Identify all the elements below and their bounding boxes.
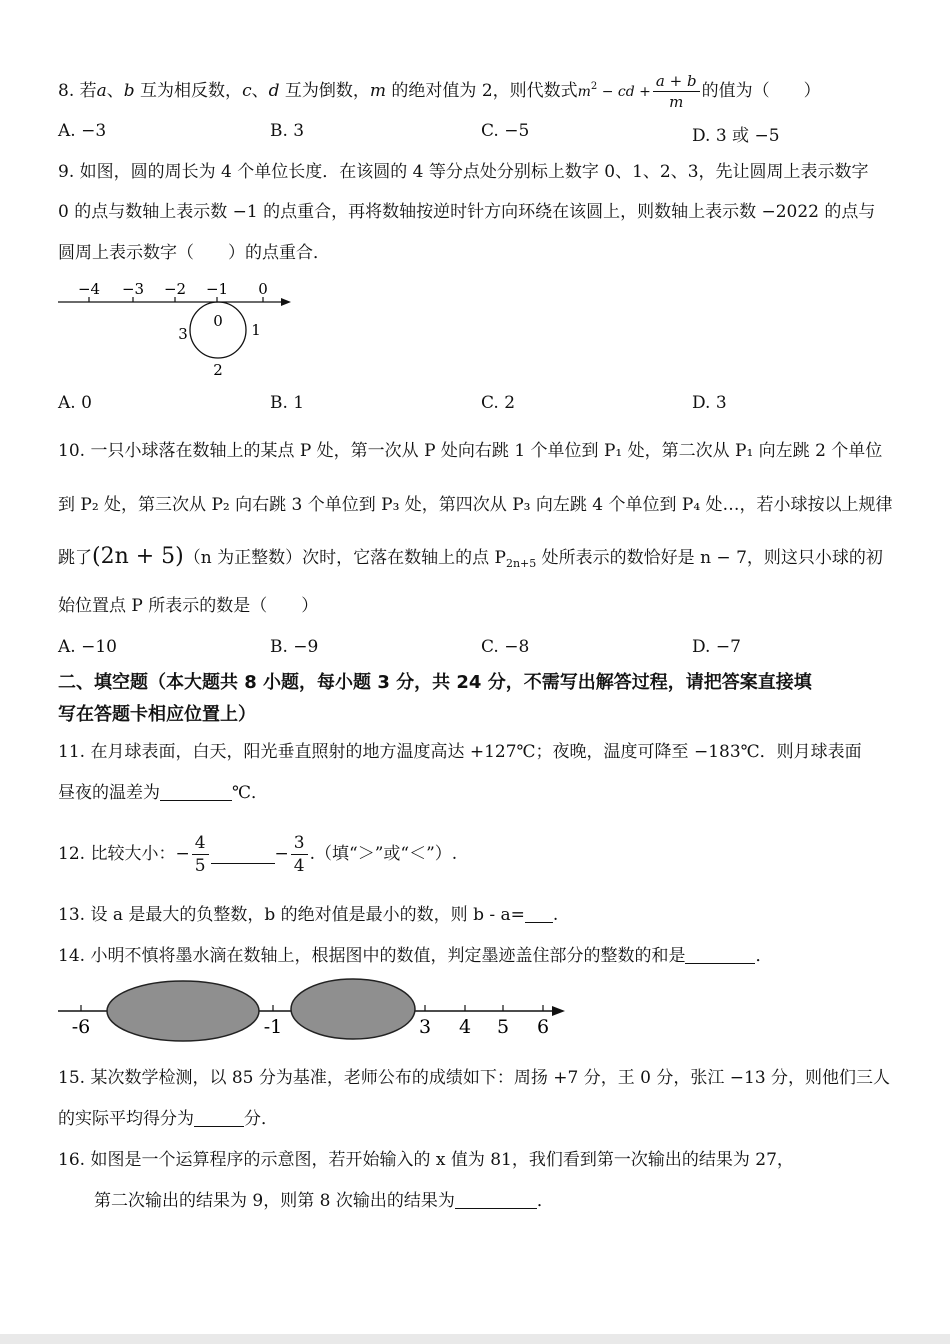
q12-frac2-den: 4 — [293, 856, 305, 876]
q15-line-1: 15. 某次数学检测，以 85 分为基准，老师公布的成绩如下：周扬 +7 分，王 0 分，张江 −13 分，则他们三人 — [58, 1068, 891, 1088]
q10-option-d: D. −7 — [692, 637, 741, 657]
q10-line-2: 到 P₂ 处，第三次从 P₂ 向右跳 3 个单位到 P₃ 处，第四次从 P₃ 向左跳 4 个单位到 P₄ 处…，若小球按以上规律 — [58, 495, 893, 515]
q10-line-4: 始位置点 P 所表示的数是（ ） — [58, 596, 319, 616]
q8-fraction — [653, 71, 700, 112]
q15-line-2-b: 分． — [244, 1109, 278, 1129]
q9-circle-label: 1 — [251, 321, 261, 339]
q11-line-1: 11. 在月球表面，白天，阳光垂直照射的地方温度高达 +127℃；夜晚，温度可降至 −183℃．则月球表面 — [58, 742, 862, 762]
q11-line-2 — [58, 781, 268, 805]
q12-answer-blank — [211, 845, 275, 864]
q14-ink-number-line-figure — [55, 978, 575, 1048]
q8-stem — [58, 71, 821, 112]
q9-option-a: A. 0 — [58, 393, 92, 413]
q12-fraction-2 — [291, 832, 308, 877]
q13-end: . — [552, 905, 559, 925]
q10-option-c: C. −8 — [481, 637, 530, 657]
q10-line-3 — [58, 545, 883, 576]
q16-line-2 — [94, 1189, 554, 1213]
q8-option-a: A. −3 — [58, 121, 107, 141]
q9-option-b: B. 1 — [270, 393, 305, 413]
q14-tick-label: 4 — [458, 1016, 472, 1038]
q14-tick-label: -6 — [71, 1016, 91, 1038]
q8-var-a: a — [96, 81, 107, 101]
q15-line-2-a: 的实际平均得分为 — [58, 1109, 194, 1129]
q14-text: 14. 小明不慎将墨水滴在数轴上，根据图中的数值，判定墨迹盖住部分的整数的和是 — [58, 946, 686, 966]
q8-text-2: 、 — [106, 81, 124, 101]
q13-text: 13. 设 a 是最大的负整数，b 的绝对值是最小的数，则 b - a= — [58, 905, 525, 925]
q11-line-2-a: 昼夜的温差为 — [58, 783, 160, 803]
q10-line-3-d: 处所表示的数恰好是 n − 7，则这只小球的初 — [536, 548, 883, 568]
q8-frac-num: a + b — [653, 71, 700, 92]
q12-frac2-num: 3 — [291, 832, 308, 855]
q14-answer-blank — [685, 945, 755, 964]
q8-text-4: 、 — [251, 81, 269, 101]
q15-answer-blank — [194, 1108, 244, 1127]
section-2-heading-line-2: 写在答题卡相应位置上） — [58, 704, 256, 725]
q9-circle-label: 2 — [213, 361, 223, 379]
q11-answer-blank — [160, 782, 232, 801]
q10-line-3-c: （n 为正整数）次时，它落在数轴上的点 P — [183, 548, 506, 568]
q14-tick-label: 3 — [418, 1016, 432, 1038]
q14-tick-label: -1 — [263, 1016, 283, 1038]
q8-option-b: B. 3 — [270, 121, 305, 141]
q8-option-c: C. −5 — [481, 121, 530, 141]
q8-text-5: 互为倒数， — [279, 81, 370, 101]
q9-number-line-figure — [55, 278, 300, 383]
q9-line-2: 0 的点与数轴上表示数 −1 的点重合，再将数轴按逆时针方向环绕在该圆上，则数轴上表示数 −2022 的点与 — [58, 202, 876, 222]
q10-option-b: B. −9 — [270, 637, 319, 657]
q10-option-a: A. −10 — [58, 637, 117, 657]
page-bottom-edge — [0, 1334, 950, 1344]
q14-end: ． — [755, 946, 773, 966]
q9-circle-label: 0 — [213, 312, 223, 330]
q9-tick-label: −3 — [121, 280, 145, 298]
q9-tick-label: −1 — [205, 280, 229, 298]
q11-line-2-b: ℃． — [232, 783, 269, 803]
q10-subscript: 2n+5 — [505, 557, 537, 570]
q10-line-1: 10. 一只小球落在数轴上的某点 P 处，第一次从 P 处向右跳 1 个单位到 P₁ 处，第二次从 P₁ 向左跳 2 个单位 — [58, 441, 883, 461]
q8-option-d: D. 3 或 −5 — [692, 126, 780, 146]
q12-frac1-num: 4 — [192, 832, 209, 855]
q12-text-3: .（填“＞”或“＜”）. — [309, 844, 458, 864]
q8-var-c: c — [242, 81, 252, 101]
q16-line-2-a: 第二次输出的结果为 9，则第 8 次输出的结果为 — [94, 1191, 455, 1211]
q16-line-2-b: ． — [536, 1191, 554, 1211]
q8-text-3: 互为相反数， — [134, 81, 243, 101]
q13-answer-blank — [525, 904, 553, 923]
q9-tick-label: 0 — [258, 280, 268, 298]
ink-blot-left — [107, 981, 259, 1041]
q12-text-1: 12. 比较大小：− — [58, 844, 190, 864]
q9-circle-label: 3 — [178, 325, 188, 343]
q12-line — [58, 830, 457, 878]
q8-text-1: 8. 若 — [58, 81, 97, 101]
q9-tick-label: −4 — [77, 280, 101, 298]
q8-expr-exp: 2 — [590, 81, 598, 92]
q14-line — [58, 944, 772, 968]
q8-text-7: 的值为（ ） — [701, 81, 821, 101]
q10-line-3-a: 跳了 — [58, 548, 92, 568]
q14-tick-label: 5 — [496, 1016, 510, 1038]
q8-var-d: d — [268, 81, 280, 101]
q9-option-d: D. 3 — [692, 393, 727, 413]
q13-line — [58, 903, 558, 927]
q9-line-1: 9. 如图，圆的周长为 4 个单位长度．在该圆的 4 等分点处分别标上数字 0、1、2、3，先让圆周上表示数字 — [58, 162, 869, 182]
q9-tick-label: −2 — [163, 280, 187, 298]
q16-answer-blank — [455, 1190, 537, 1209]
q12-fraction-1 — [192, 832, 209, 877]
q8-expr-m: m — [577, 84, 591, 100]
q14-tick-label: 6 — [536, 1016, 550, 1038]
q8-var-m: m — [369, 81, 387, 101]
section-2-heading-line-1: 二、填空题（本大题共 8 小题，每小题 3 分，共 24 分，不需写出解答过程，请把答案直接填 — [58, 672, 812, 693]
ink-blot-right — [291, 979, 415, 1039]
q8-var-b: b — [123, 81, 135, 101]
q8-frac-den: m — [669, 93, 684, 111]
q12-frac1-den: 5 — [194, 856, 206, 876]
q9-line-3: 圆周上表示数字（ ）的点重合． — [58, 243, 330, 263]
q8-expr-mid: − cd + — [597, 84, 651, 100]
q9-option-c: C. 2 — [481, 393, 516, 413]
q12-text-2: − — [274, 844, 289, 864]
q15-line-2 — [58, 1107, 278, 1131]
q16-line-1: 16. 如图是一个运算程序的示意图，若开始输入的 x 值为 81，我们看到第一次输出的结果为 27， — [58, 1150, 794, 1170]
q8-text-6: 的绝对值为 2，则代数式 — [386, 81, 578, 101]
q10-jump-count: (2n + 5) — [92, 544, 184, 569]
